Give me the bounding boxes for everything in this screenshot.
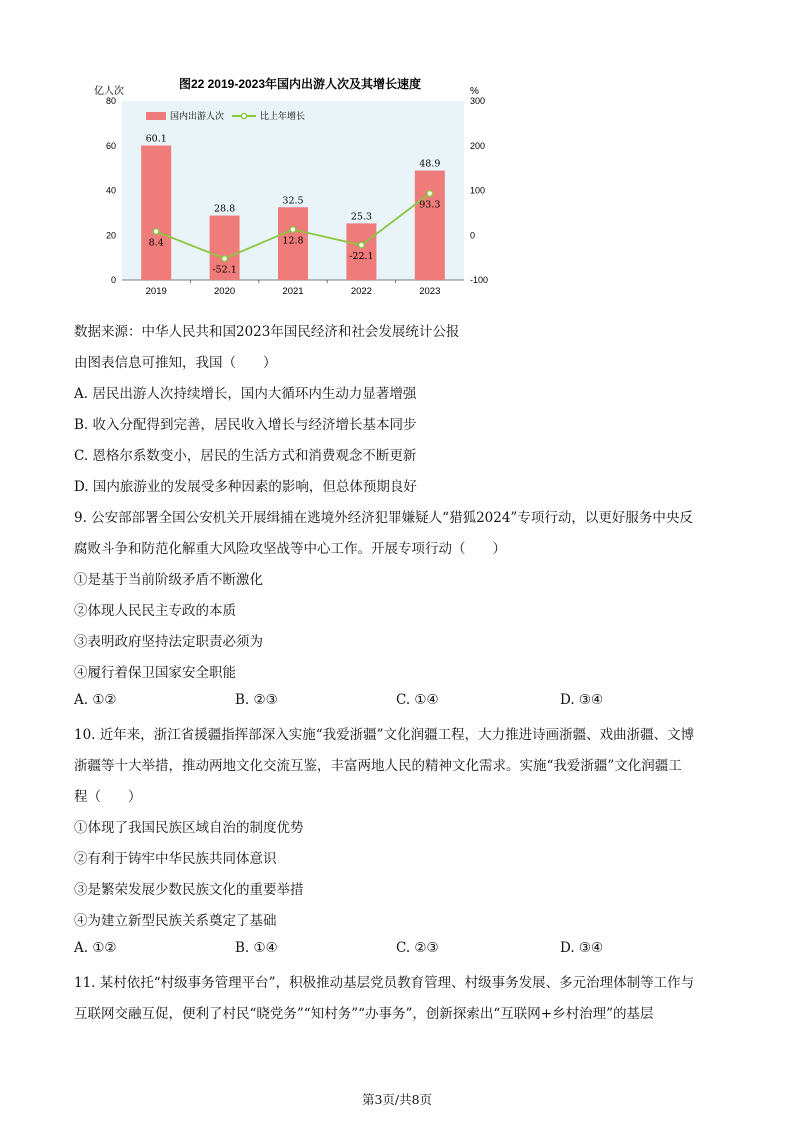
growth-value-label: -22.1	[349, 251, 374, 263]
x-tick-label: 2023	[419, 286, 441, 297]
q9-choice-a: A. ①②	[74, 692, 117, 708]
right-tick-label: -100	[470, 275, 489, 285]
q11-stem-line1: 11. 某村依托“村级事务管理平台”，积极推动基层党员教育管理、村级事务发展、多元治理体制等工作与	[74, 975, 695, 991]
chart-title: 图22 2019-2023年国内出游人次及其增长速度	[178, 77, 422, 91]
q8-stem: 由图表信息可推知，我国（ ）	[74, 355, 277, 371]
q11-stem-line2: 互联网交融互促，便利了村民“晓党务”“知村务”“办事务”，创新探索出“互联网+乡村治理”的基层	[74, 1006, 654, 1022]
legend-line-marker	[241, 113, 246, 118]
legend-line-label: 比上年增长	[260, 111, 306, 121]
bar-value-label: 48.9	[419, 158, 441, 170]
bar-value-label: 60.1	[145, 133, 167, 145]
x-tick-label: 2020	[214, 286, 236, 297]
q10-stem-line2: 浙疆等十大举措，推动两地文化交流互鉴，丰富两地人民的精神文化需求。实施“我爱浙疆”文化润疆工	[74, 758, 682, 774]
q10-item-2: ②有利于铸牢中华民族共同体意识	[74, 851, 277, 867]
right-tick-label: 200	[470, 140, 486, 151]
legend-bar-swatch	[146, 112, 166, 120]
bar-value-label: 32.5	[282, 195, 304, 207]
q10-item-4: ④为建立新型民族关系奠定了基础	[74, 913, 277, 929]
growth-value-label: 93.3	[419, 199, 441, 211]
growth-value-label: 12.8	[282, 235, 304, 247]
right-tick-label: 0	[470, 230, 476, 241]
x-tick-label: 2022	[350, 286, 372, 297]
left-tick-label: 20	[105, 230, 116, 241]
q9-item-3: ③表明政府坚持法定职责必须为	[74, 634, 263, 650]
left-tick-label: 80	[105, 96, 116, 106]
q8-option-a: A. 居民出游人次持续增长，国内大循环内生动力显著增强	[74, 386, 417, 402]
q9-stem-line1: 9. 公安部部署全国公安机关开展缉捕在逃境外经济犯罪嫌疑人“猎狐2024”专项行动，以更好服务中央反	[74, 510, 693, 526]
q10-choice-c: C. ②③	[396, 940, 439, 956]
q10-choice-a: A. ①②	[74, 940, 117, 956]
left-tick-label: 60	[105, 140, 116, 151]
q9-item-1: ①是基于当前阶级矛盾不断激化	[74, 572, 263, 588]
q10-choice-d: D. ③④	[560, 940, 604, 956]
bar-value-label: 28.8	[214, 203, 236, 215]
q9-choice-b: B. ②③	[235, 692, 278, 708]
q9-choice-c: C. ①④	[396, 692, 439, 708]
q10-item-1: ①体现了我国民族区域自治的制度优势	[74, 820, 304, 836]
q9-item-4: ④履行着保卫国家安全职能	[74, 665, 236, 681]
growth-point	[427, 191, 433, 197]
right-tick-label: 100	[470, 185, 486, 196]
growth-point	[222, 256, 228, 262]
growth-point	[359, 242, 365, 248]
q9-stem-line2: 腐败斗争和防范化解重大风险攻坚战等中心工作。开展专项行动（ ）	[74, 541, 506, 557]
q8-option-c: C. 恩格尔系数变小，居民的生活方式和消费观念不断更新	[74, 448, 417, 464]
page-footer: 第3页/共8页	[361, 1092, 433, 1107]
growth-value-label: 8.4	[148, 237, 164, 249]
growth-point	[290, 227, 296, 233]
q10-item-3: ③是繁荣发展少数民族文化的重要举措	[74, 882, 304, 898]
left-axis-label: 亿人次	[94, 86, 124, 97]
tourism-chart	[60, 70, 500, 300]
bar-value-label: 25.3	[350, 211, 372, 223]
q9-item-2: ②体现人民民主专政的本质	[74, 603, 236, 619]
left-tick-label: 40	[105, 185, 116, 196]
legend-bar-label: 国内出游人次	[170, 111, 225, 121]
chart-svg	[60, 70, 500, 300]
left-tick-label: 0	[110, 275, 116, 285]
bar-2023	[415, 171, 445, 280]
q8-option-b: B. 收入分配得到完善，居民收入增长与经济增长基本同步	[74, 417, 417, 433]
growth-value-label: -52.1	[212, 264, 237, 276]
data-source: 数据来源：中华人民共和国2023年国民经济和社会发展统计公报	[74, 324, 460, 340]
x-tick-label: 2021	[282, 286, 304, 297]
q10-stem-line3: 程（ ）	[74, 789, 142, 805]
q10-stem-line1: 10. 近年来，浙江省援疆指挥部深入实施“我爱浙疆”文化润疆工程，大力推进诗画浙疆、戏曲浙疆、文博	[74, 727, 695, 743]
q9-choice-d: D. ③④	[560, 692, 604, 708]
right-tick-label: 300	[470, 96, 486, 106]
growth-point	[153, 229, 159, 235]
q8-option-d: D. 国内旅游业的发展受多种因素的影响，但总体预期良好	[74, 479, 417, 495]
q10-choice-b: B. ①④	[235, 940, 278, 956]
right-axis-label: %	[470, 86, 479, 97]
bar-2019	[141, 146, 171, 280]
x-tick-label: 2019	[145, 286, 167, 297]
